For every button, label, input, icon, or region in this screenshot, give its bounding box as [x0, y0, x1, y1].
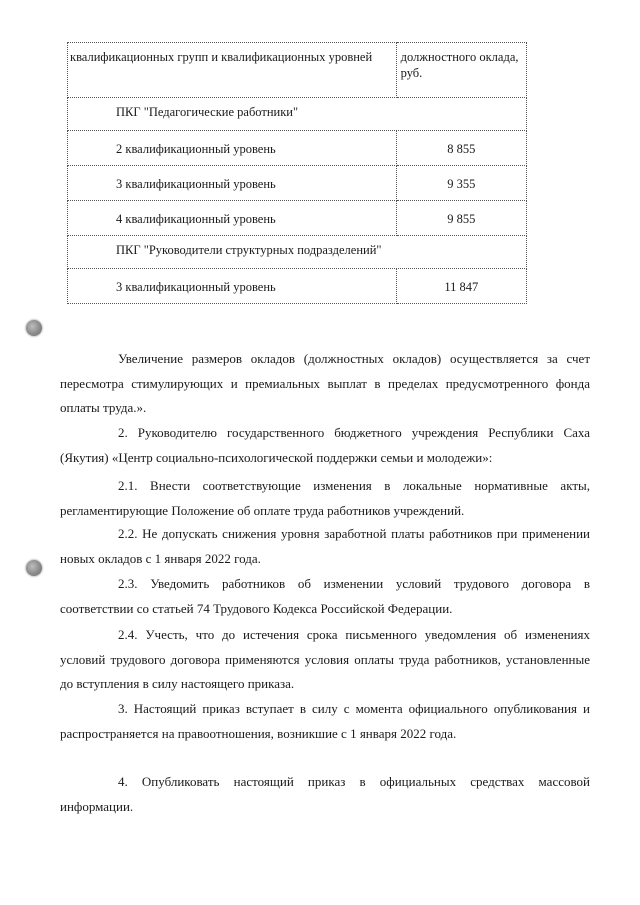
level-cell: 2 квалификационный уровень: [116, 142, 276, 156]
level-cell: 3 квалификационный уровень: [116, 177, 276, 191]
salary-cell: 8 855: [447, 142, 476, 156]
table-header-row: [68, 43, 527, 98]
group-row: [68, 236, 527, 269]
paragraph-item-2-2: 2.2. Не допускать снижения уровня заработной платы работников при применении новых окладов с 1 января 2022 года.: [60, 526, 590, 566]
header-left-cell: квалификационных групп и квалификационных уровней: [70, 50, 373, 64]
level-cell: 3 квалификационный уровень: [116, 280, 276, 294]
salary-cell: 9 855: [447, 212, 476, 226]
table-row: [68, 131, 527, 166]
table-row: [68, 201, 527, 236]
salary-cell: 11 847: [444, 280, 479, 294]
punch-hole: [26, 320, 42, 336]
paragraph-item-4: 4. Опубликовать настоящий приказ в официальных средствах массовой информации.: [60, 774, 590, 814]
group-title: ПКГ "Педагогические работники": [116, 105, 299, 119]
paragraph-item-2-4: 2.4. Учесть, что до истечения срока письменного уведомления об изменениях условий трудового договора применяются условия оплаты труда работников, установленные до вступления в силу настоящего приказа.: [60, 627, 590, 691]
table-row: [68, 166, 527, 201]
paragraph-salary-increase: Увеличение размеров окладов (должностных окладов) осуществляется за счет пересмотра стимулирующих и премиальных выплат в пределах предусмотренного фонда оплаты труда.».: [60, 351, 590, 415]
level-cell: 4 квалификационный уровень: [116, 212, 276, 226]
salary-table: [67, 42, 527, 304]
paragraph-item-2: 2. Руководителю государственного бюджетного учреждения Республики Саха (Якутия) «Центр социально-психологической поддержки семьи и молодежи»:: [60, 425, 590, 465]
punch-hole: [26, 560, 42, 576]
table-row: [68, 269, 527, 304]
paragraph-item-2-3: 2.3. Уведомить работников об изменении условий трудового договора в соответствии со статьей 74 Трудового Кодекса Российской Федерации.: [60, 576, 590, 616]
header-right-cell: должностного оклада, руб.: [400, 50, 519, 80]
group-row: [68, 98, 527, 131]
paragraph-item-2-1: 2.1. Внести соответствующие изменения в локальные нормативные акты, регламентирующие Положение об оплате труда работников учреждений.: [60, 478, 590, 518]
salary-cell: 9 355: [447, 177, 476, 191]
paragraph-item-3: 3. Настоящий приказ вступает в силу с момента официального опубликования и распространяется на правоотношения, возникшие с 1 января 2022 года.: [60, 701, 590, 741]
group-title: ПКГ "Руководители структурных подразделений": [116, 243, 382, 257]
